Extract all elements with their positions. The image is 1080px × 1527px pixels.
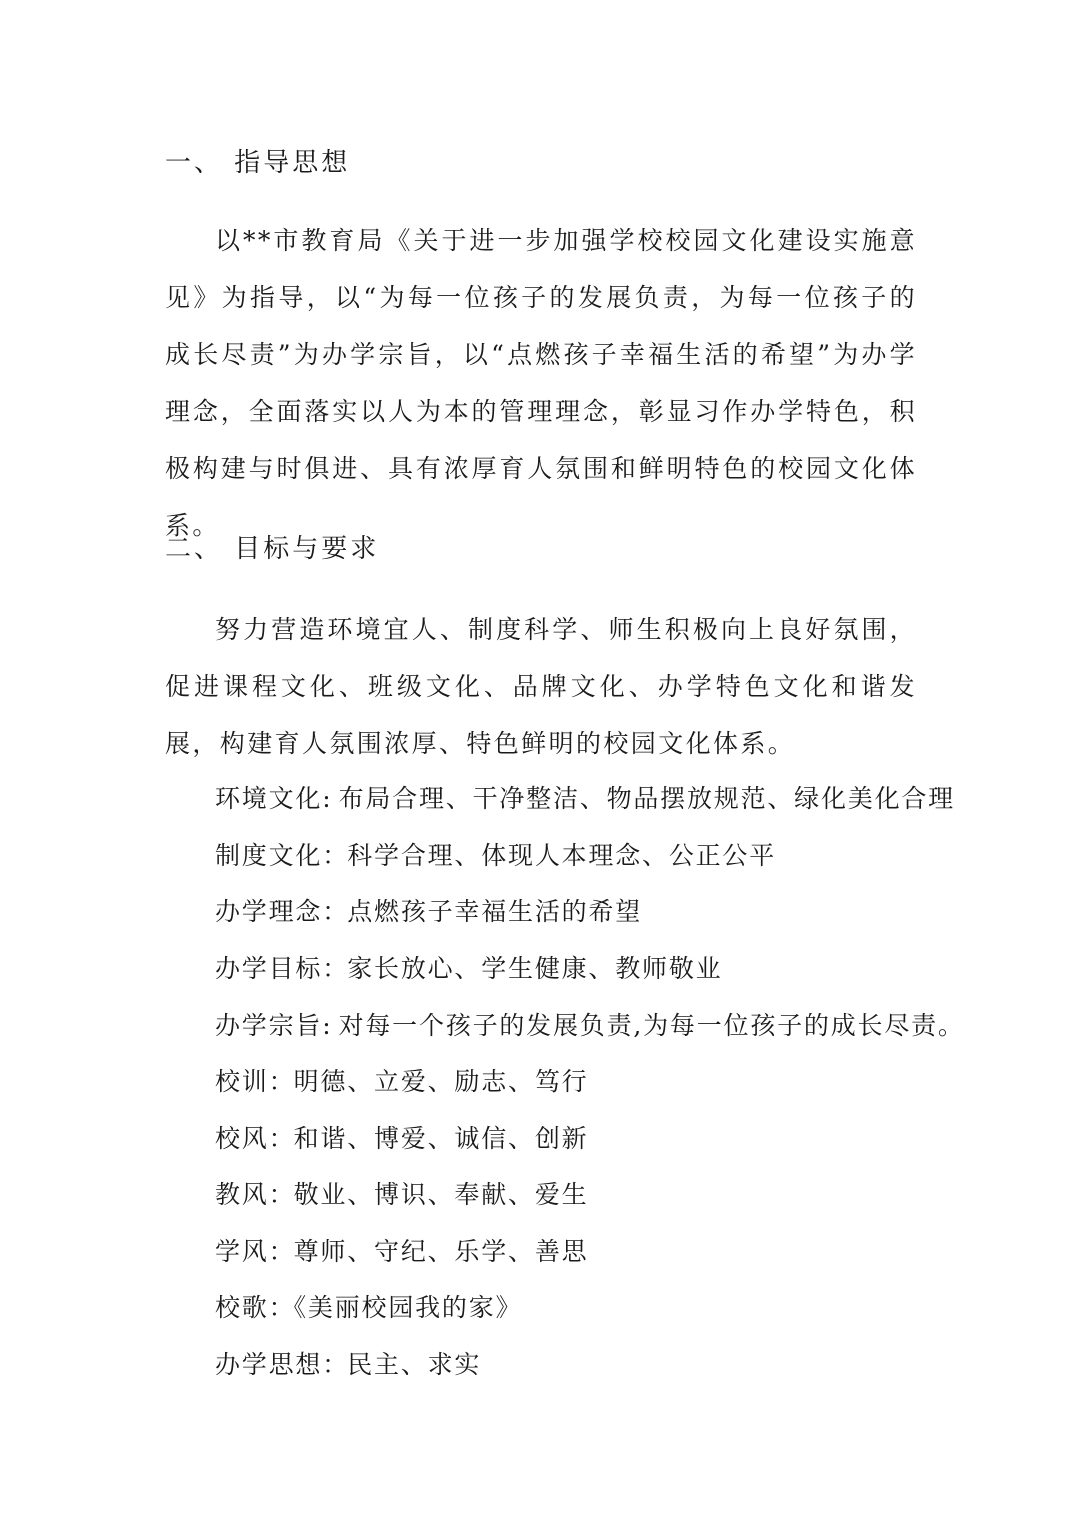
item-label: 校歌	[215, 1293, 269, 1322]
item-separator: ：	[268, 1180, 294, 1209]
item-value: 明德、立爱、励志、笃行	[293, 1067, 589, 1096]
section-heading-guiding-ideology: 一、 指导思想	[165, 148, 351, 178]
item-separator: ：	[322, 1350, 348, 1379]
list-item	[215, 1066, 588, 1098]
list-item	[215, 1292, 522, 1324]
list-item	[215, 1349, 481, 1381]
item-value: 敬业、博识、奉献、爱生	[293, 1180, 589, 1209]
goals-paragraph: 努力营造环境宜人、制度科学、师生积极向上良好氛围，促进课程文化、班级文化、品牌文化、办学特色文化和谐发展，构建育人氛围浓厚、特色鲜明的校园文化体系。	[165, 615, 917, 758]
item-separator: ：	[322, 954, 348, 983]
list-item	[215, 1236, 588, 1268]
list-item	[215, 953, 722, 985]
list-item	[215, 783, 955, 815]
list-item	[215, 1179, 588, 1211]
item-separator: :	[322, 784, 339, 813]
item-label: 校训	[215, 1067, 269, 1096]
guiding-ideology-paragraph: 以**市教育局《关于进一步加强学校校园文化建设实施意见》为指导，以“为每一位孩子的发展负责，为每一位孩子的成长尽责”为办学宗旨，以“点燃孩子幸福生活的希望”为办学理念，全面落实以人为本的管理理念，彰显习作办学特色，积极构建与时俱进、具有浓厚育人氛围和鲜明特色的校园文化体系。	[165, 226, 917, 540]
item-label: 办学目标	[215, 954, 323, 983]
item-label: 校风	[215, 1124, 269, 1153]
item-value: 《美丽校园我的家》	[293, 1293, 523, 1322]
item-separator: ：	[322, 897, 348, 926]
item-label: 办学理念	[215, 897, 323, 926]
item-label: 制度文化	[215, 841, 323, 870]
list-item	[215, 840, 776, 872]
item-label: 办学宗旨	[215, 1011, 323, 1040]
item-separator: :	[322, 1011, 339, 1040]
list-item	[215, 1010, 965, 1042]
item-separator: ：	[268, 1237, 294, 1266]
item-label: 办学思想	[215, 1350, 323, 1379]
item-label: 环境文化	[215, 784, 323, 813]
list-item	[215, 1123, 588, 1155]
item-label: 教风	[215, 1180, 269, 1209]
item-value: 对每一个孩子的发展负责,为每一位孩子的成长尽责。	[338, 1011, 965, 1040]
item-separator: ：	[322, 841, 348, 870]
item-value: 尊师、守纪、乐学、善思	[293, 1237, 589, 1266]
item-value: 家长放心、学生健康、教师敬业	[347, 954, 723, 983]
list-item	[215, 896, 642, 928]
section-heading-goals-requirements: 二、 目标与要求	[165, 534, 380, 564]
item-value: 科学合理、体现人本理念、公正公平	[347, 841, 777, 870]
item-value: 和谐、博爱、诚信、创新	[293, 1124, 589, 1153]
item-value: 民主、求实	[347, 1350, 482, 1379]
item-separator: ：	[268, 1067, 294, 1096]
item-separator: ：	[268, 1124, 294, 1153]
item-label: 学风	[215, 1237, 269, 1266]
item-separator: ：	[268, 1293, 294, 1322]
item-value: 布局合理、干净整洁、物品摆放规范、绿化美化合理	[338, 784, 955, 813]
item-value: 点燃孩子幸福生活的希望	[347, 897, 643, 926]
